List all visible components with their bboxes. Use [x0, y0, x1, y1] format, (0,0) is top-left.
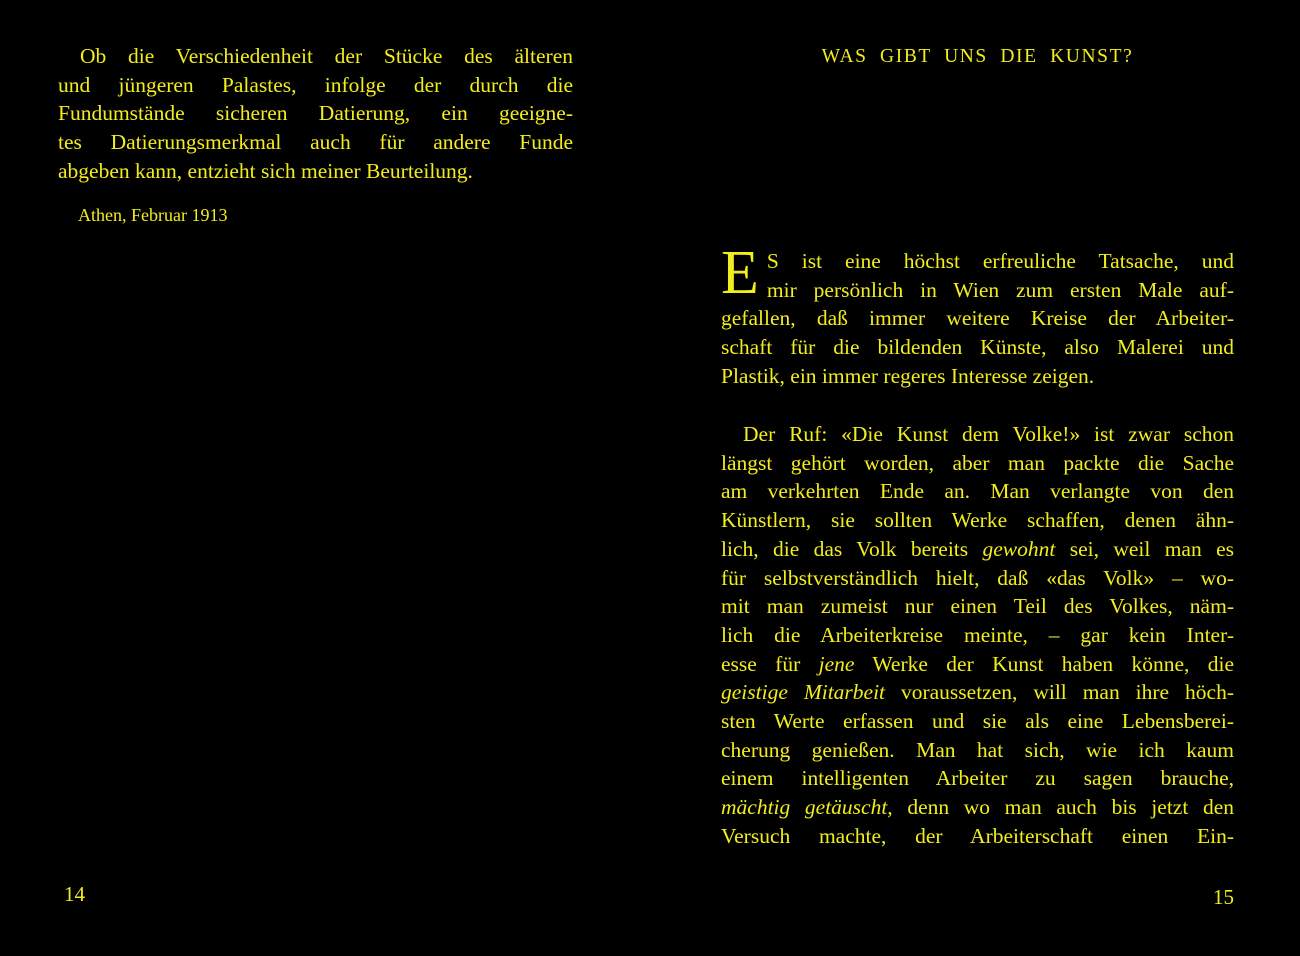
text-line: für selbstverständlich hielt, daß «das Volk» – wo- — [721, 565, 1234, 590]
place-date-signature: Athen, Februar 1913 — [78, 205, 228, 225]
emphasis: gewohnt — [982, 536, 1056, 561]
second-paragraph — [721, 420, 1234, 851]
left-page — [58, 0, 573, 956]
text-segment: denn wo man auch bis jetzt den — [892, 795, 1234, 820]
text-line: am verkehrten Ende an. Man verlangte von den — [721, 479, 1234, 504]
emphasis: mächtig getäuscht, — [721, 795, 893, 820]
text-line — [721, 793, 1234, 822]
text-line: tes Datierungsmerkmal auch für andere Funde — [58, 130, 573, 155]
text-line: S ist eine höchst erfreuliche Tatsache, und — [766, 249, 1234, 273]
text-line — [721, 535, 1234, 564]
text-line: und jüngeren Palastes, infolge der durch die — [58, 72, 573, 97]
drop-cap: E — [721, 239, 759, 307]
text-line: Plastik, ein immer regeres Interesse zeigen. — [721, 363, 1095, 388]
text-line: mir persönlich in Wien zum ersten Male auf- — [766, 277, 1234, 302]
emphasis: geistige Mitarbeit — [721, 680, 886, 705]
emphasis: jene — [818, 651, 855, 676]
text-line: Künstlern, sie sollten Werke schaffen, denen ähn- — [721, 508, 1234, 533]
text-segment: lich, die das Volk bereits — [721, 536, 969, 561]
text-line: schaft für die bildenden Künste, also Malerei und — [721, 335, 1234, 360]
text-line: mit man zumeist nur einen Teil des Volkes, näm- — [721, 594, 1234, 619]
text-line: gefallen, daß immer weitere Kreise der Arbeiter- — [721, 306, 1234, 331]
text-line: Fundumstände sicheren Datierung, ein geeigne- — [58, 101, 573, 126]
text-line: längst gehört worden, aber man packte die Sache — [721, 450, 1234, 475]
right-page — [721, 0, 1234, 956]
text-line: lich die Arbeiterkreise meinte, – gar kein Inter- — [721, 622, 1234, 647]
text-line: sten Werte erfassen und sie als eine Lebensberei- — [721, 709, 1234, 734]
chapter-heading: WAS GIBT UNS DIE KUNST? — [821, 46, 1134, 67]
text-line: cherung genießen. Man hat sich, wie ich kaum — [721, 737, 1234, 762]
text-line: Ob die Verschiedenheit der Stücke des älteren — [80, 44, 573, 68]
text-segment: Werke der Kunst haben könne, die — [854, 651, 1234, 676]
page-number: 14 — [64, 882, 85, 906]
text-line: Versuch machte, der Arbeiterschaft einen Ein- — [721, 823, 1234, 848]
text-line: Der Ruf: «Die Kunst dem Volke!» ist zwar schon — [743, 422, 1234, 446]
page-number: 15 — [1213, 885, 1234, 909]
opening-paragraph — [721, 239, 1234, 391]
text-line: einem intelligenten Arbeiter zu sagen brauche, — [721, 766, 1234, 791]
closing-paragraph — [58, 42, 573, 186]
text-segment: voraussetzen, will man ihre höch- — [885, 680, 1234, 705]
text-line: abgeben kann, entzieht sich meiner Beurteilung. — [58, 158, 473, 183]
text-segment: esse für — [721, 651, 801, 676]
text-segment: sei, weil man es — [1055, 536, 1234, 561]
text-line — [721, 650, 1234, 679]
text-line — [721, 678, 1234, 707]
